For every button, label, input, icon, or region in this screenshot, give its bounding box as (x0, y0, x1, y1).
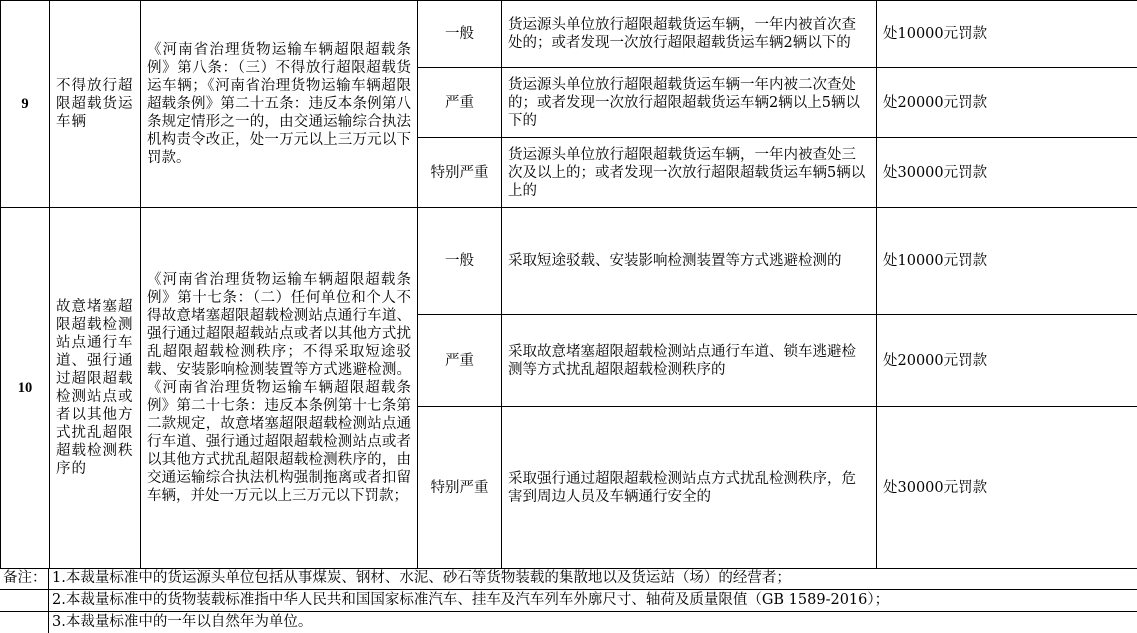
severity-level: 一般 (418, 1, 502, 68)
table-row (1, 1, 1137, 68)
severity-level: 特别严重 (418, 138, 502, 208)
severity-level: 严重 (418, 315, 502, 407)
circumstance: 采取故意堵塞超限超载检测站点通行车道、锁车逃避检测等方式扰乱超限超载检测秩序的 (502, 315, 877, 407)
legal-basis: 《河南省治理货物运输车辆超限超载条例》第八条：（三）不得放行超限超载货运车辆；《河南省治理货物运输车辆超限超载条例》第二十五条：违反本条例第八条规定情形之一的，由交通运输综合执法机构责令改正，处一万元以上三万元以下罚款。 (141, 1, 418, 208)
notes-divider (48, 568, 49, 633)
penalty: 处10000元罚款 (877, 1, 1137, 68)
note-item: 2.本裁量标准中的货物装载标准指中华人民共和国国家标准汽车、挂车及汽车列车外廓尺寸、轴荷及质量限值（GB 1589-2016）； (52, 592, 890, 608)
notes-section (0, 568, 1137, 633)
table-row (1, 208, 1137, 315)
circumstance: 货运源头单位放行超限超载货运车辆，一年内被首次查处的；或者发现一次放行超限超载货运车辆2辆以下的 (502, 1, 877, 68)
notes-label: 备注： (3, 570, 47, 586)
item-number: 10 (1, 208, 50, 569)
note-row (0, 568, 1137, 590)
legal-basis: 《河南省治理货物运输车辆超限超载条例》第十七条：（二）任何单位和个人不得故意堵塞超限超载检测站点通行车道、强行通过超限超载站点或者以其他方式扰乱超限超载检测秩序；不得采取短途驳载、安装影响检测装置等方式逃避检测。《河南省治理货物运输车辆超限超载条例》第二十七条：违反本条例第十七条第二款规定，故意堵塞超限超载检测站点通行车道、强行通过超限超载检测站点或者以其他方式扰乱超限超载检测秩序的，由交通运输综合执法机构强制拖离或者扣留车辆，并处一万元以上三万元以下罚款； (141, 208, 418, 569)
note-row (0, 612, 1137, 632)
severity-level: 严重 (418, 68, 502, 138)
severity-level: 特别严重 (418, 407, 502, 569)
note-item: 3.本裁量标准中的一年以自然年为单位。 (52, 614, 313, 630)
circumstance: 采取短途驳载、安装影响检测装置等方式逃避检测的 (502, 208, 877, 315)
severity-level: 一般 (418, 208, 502, 315)
note-item: 1.本裁量标准中的货运源头单位包括从事煤炭、钢材、水泥、砂石等货物装载的集散地以及货运站（场）的经营者； (52, 570, 791, 586)
penalty: 处20000元罚款 (877, 315, 1137, 407)
circumstance: 货运源头单位放行超限超载货运车辆一年内被二次查处的；或者发现一次放行超限超载货运车辆2辆以上5辆以下的 (502, 68, 877, 138)
circumstance: 货运源头单位放行超限超载货运车辆，一年内被查处三次及以上的；或者发现一次放行超限超载货运车辆5辆以上的 (502, 138, 877, 208)
circumstance: 采取强行通过超限超载检测站点方式扰乱检测秩序，危害到周边人员及车辆通行安全的 (502, 407, 877, 569)
item-number: 9 (1, 1, 50, 208)
penalty: 处20000元罚款 (877, 68, 1137, 138)
penalty: 处30000元罚款 (877, 138, 1137, 208)
note-row (0, 590, 1137, 612)
penalty: 处30000元罚款 (877, 407, 1137, 569)
violation-name: 不得放行超限超载货运车辆 (50, 1, 141, 208)
violation-name: 故意堵塞超限超载检测站点通行车道、强行通过超限超载检测站点或者以其他方式扰乱超限超载检测秩序的 (50, 208, 141, 569)
penalty: 处10000元罚款 (877, 208, 1137, 315)
